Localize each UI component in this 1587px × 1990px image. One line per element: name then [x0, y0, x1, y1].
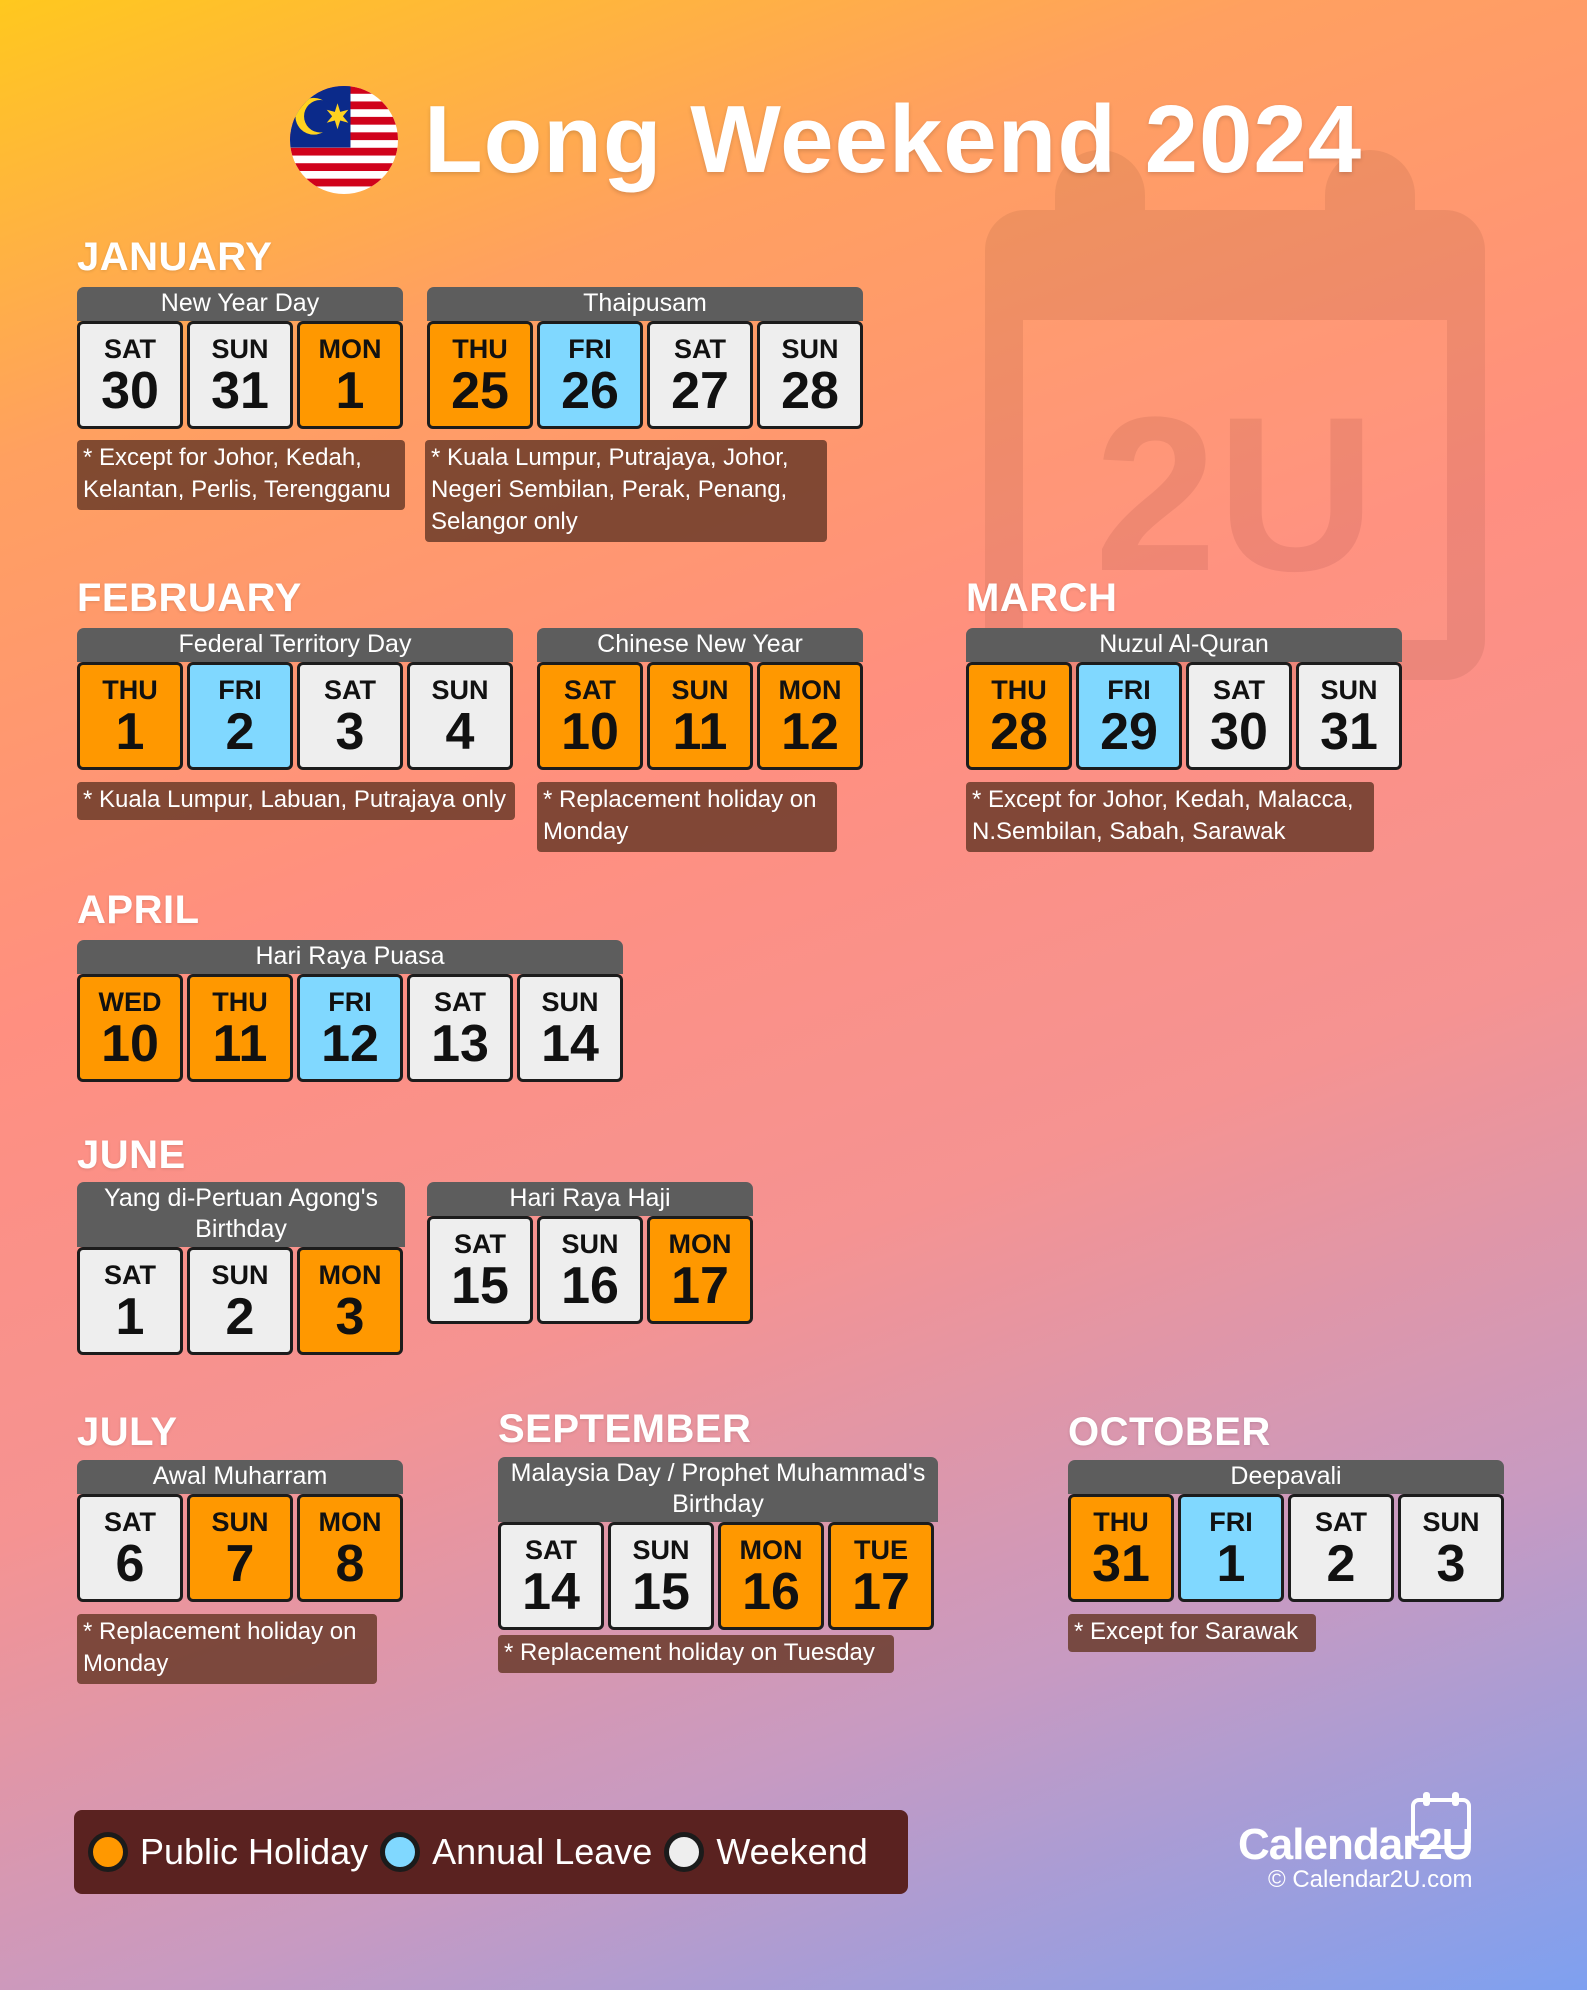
- day-of-week: THU: [452, 334, 508, 364]
- day-number: 15: [632, 1563, 690, 1621]
- holiday-name: Malaysia Day / Prophet Muhammad's Birthday: [498, 1457, 938, 1522]
- day-of-week: SAT: [525, 1535, 577, 1565]
- holiday-name: Nuzul Al-Quran: [966, 628, 1402, 662]
- legend-dot-leave: [380, 1832, 420, 1872]
- day-cell-weekend: [1288, 1494, 1394, 1602]
- day-number: 1: [115, 1288, 145, 1346]
- month-label: JULY: [77, 1410, 178, 1454]
- legend-dot-weekend: [664, 1832, 704, 1872]
- holiday-note: * Replacement holiday on Monday: [77, 1614, 377, 1684]
- holiday-name: Chinese New Year: [537, 628, 863, 662]
- day-cell-weekend: [77, 1494, 183, 1602]
- day-of-week: SAT: [564, 675, 616, 705]
- day-of-week: SAT: [324, 675, 376, 705]
- day-number: 1: [1216, 1535, 1246, 1593]
- day-cell-holiday: [966, 662, 1072, 770]
- day-of-week: SUN: [671, 675, 729, 705]
- day-row: [77, 974, 623, 1082]
- day-cell-weekend: [187, 1247, 293, 1355]
- day-of-week: FRI: [1107, 675, 1151, 705]
- day-cell-leave: [1076, 662, 1182, 770]
- holiday-name: Yang di-Pertuan Agong's Birthday: [77, 1182, 405, 1247]
- day-cell-weekend: [537, 1216, 643, 1324]
- month-label: FEBRUARY: [77, 576, 302, 620]
- day-number: 10: [561, 703, 619, 761]
- legend-label: Annual Leave: [432, 1831, 653, 1872]
- day-cell-weekend: [1186, 662, 1292, 770]
- day-cell-holiday: [647, 1216, 753, 1324]
- day-number: 28: [781, 362, 839, 420]
- day-number: 30: [101, 362, 159, 420]
- day-number: 3: [335, 1288, 365, 1346]
- page-title: Long Weekend 2024: [424, 86, 1363, 193]
- day-cell-leave: [537, 321, 643, 429]
- holiday-group-deepavali: [1068, 1460, 1504, 1602]
- holiday-note: * Except for Johor, Kedah, Kelantan, Perlis, Terengganu: [77, 440, 405, 510]
- day-number: 11: [212, 1015, 268, 1073]
- day-number: 26: [561, 362, 619, 420]
- holiday-name: Thaipusam: [427, 287, 863, 321]
- day-number: 4: [445, 703, 475, 761]
- day-row: [427, 1216, 753, 1324]
- day-number: 29: [1100, 703, 1158, 761]
- day-cell-leave: [1178, 1494, 1284, 1602]
- day-cell-leave: [297, 974, 403, 1082]
- brand-url-link[interactable]: © Calendar2U.com: [1268, 1866, 1473, 1893]
- day-cell-weekend: [427, 1216, 533, 1324]
- day-number: 31: [1092, 1535, 1150, 1593]
- day-cell-weekend: [498, 1522, 604, 1630]
- day-cell-weekend: [297, 662, 403, 770]
- day-row: [1068, 1494, 1504, 1602]
- day-of-week: THU: [212, 987, 268, 1017]
- day-cell-weekend: [407, 662, 513, 770]
- day-of-week: SAT: [1213, 675, 1265, 705]
- day-number: 12: [321, 1015, 379, 1073]
- day-cell-leave: [187, 662, 293, 770]
- day-cell-holiday: [297, 1247, 403, 1355]
- holiday-note: * Kuala Lumpur, Putrajaya, Johor, Negeri Sembilan, Perak, Penang, Selangor only: [425, 440, 827, 542]
- day-of-week: SUN: [431, 675, 489, 705]
- day-of-week: SUN: [541, 987, 599, 1017]
- holiday-name: Awal Muharram: [77, 1460, 403, 1494]
- day-of-week: SUN: [1422, 1507, 1480, 1537]
- brand-logo: [1238, 1790, 1488, 1900]
- svg-text:2U: 2U: [1094, 371, 1376, 617]
- day-of-week: FRI: [328, 987, 372, 1017]
- day-cell-weekend: [407, 974, 513, 1082]
- day-number: 17: [671, 1257, 729, 1315]
- page-header: [290, 75, 1362, 205]
- malaysia-flag-icon: [290, 86, 398, 194]
- brand-name: Calendar2U: [1238, 1820, 1473, 1869]
- day-of-week: SAT: [1315, 1507, 1367, 1537]
- day-cell-holiday: [647, 662, 753, 770]
- day-cell-holiday: [427, 321, 533, 429]
- day-cell-holiday: [77, 974, 183, 1082]
- day-cell-weekend: [77, 1247, 183, 1355]
- holiday-group-new-year: [77, 287, 403, 429]
- day-of-week: SUN: [781, 334, 839, 364]
- day-number: 14: [541, 1015, 599, 1073]
- day-number: 16: [561, 1257, 619, 1315]
- day-number: 17: [852, 1563, 910, 1621]
- day-of-week: SUN: [632, 1535, 690, 1565]
- holiday-group-hari-raya-puasa: [77, 940, 623, 1082]
- day-number: 30: [1210, 703, 1268, 761]
- day-of-week: WED: [98, 987, 162, 1017]
- day-number: 16: [742, 1563, 800, 1621]
- holiday-group-awal-muharram: [77, 1460, 403, 1602]
- day-of-week: SAT: [104, 1507, 156, 1537]
- month-label: MARCH: [966, 576, 1118, 620]
- day-number: 6: [115, 1535, 145, 1593]
- month-label: OCTOBER: [1068, 1410, 1271, 1454]
- holiday-name: Hari Raya Puasa: [77, 940, 623, 974]
- day-of-week: SUN: [211, 334, 269, 364]
- day-number: 11: [672, 703, 728, 761]
- day-row: [966, 662, 1402, 770]
- day-cell-weekend: [757, 321, 863, 429]
- day-cell-holiday: [1068, 1494, 1174, 1602]
- holiday-note: * Except for Sarawak: [1068, 1614, 1316, 1652]
- day-of-week: MON: [739, 1535, 803, 1565]
- day-number: 2: [1326, 1535, 1356, 1593]
- day-row: [77, 662, 513, 770]
- day-of-week: FRI: [218, 675, 262, 705]
- day-number: 28: [990, 703, 1048, 761]
- day-of-week: MON: [318, 1507, 382, 1537]
- day-number: 2: [225, 703, 255, 761]
- holiday-name: Deepavali: [1068, 1460, 1504, 1494]
- day-of-week: SAT: [434, 987, 486, 1017]
- day-of-week: MON: [778, 675, 842, 705]
- day-number: 27: [671, 362, 729, 420]
- day-of-week: THU: [1093, 1507, 1149, 1537]
- day-cell-weekend: [77, 321, 183, 429]
- day-row: [77, 1247, 405, 1355]
- day-of-week: SUN: [561, 1229, 619, 1259]
- day-row: [537, 662, 863, 770]
- day-number: 2: [225, 1288, 255, 1346]
- day-of-week: FRI: [568, 334, 612, 364]
- day-row: [77, 1494, 403, 1602]
- day-of-week: FRI: [1209, 1507, 1253, 1537]
- legend-dot-holiday: [88, 1832, 128, 1872]
- holiday-note: * Replacement holiday on Tuesday: [498, 1635, 894, 1673]
- holiday-note: * Kuala Lumpur, Labuan, Putrajaya only: [77, 782, 515, 820]
- day-of-week: SAT: [104, 1260, 156, 1290]
- day-of-week: SUN: [211, 1507, 269, 1537]
- day-of-week: MON: [318, 1260, 382, 1290]
- day-of-week: SUN: [211, 1260, 269, 1290]
- day-cell-weekend: [517, 974, 623, 1082]
- day-of-week: MON: [668, 1229, 732, 1259]
- day-cell-holiday: [187, 974, 293, 1082]
- day-number: 31: [1320, 703, 1378, 761]
- day-cell-holiday: [718, 1522, 824, 1630]
- day-of-week: SAT: [454, 1229, 506, 1259]
- day-number: 13: [431, 1015, 489, 1073]
- day-number: 14: [522, 1563, 580, 1621]
- day-of-week: MON: [318, 334, 382, 364]
- holiday-name: Hari Raya Haji: [427, 1182, 753, 1216]
- day-of-week: THU: [102, 675, 158, 705]
- day-of-week: THU: [991, 675, 1047, 705]
- day-cell-holiday: [537, 662, 643, 770]
- day-row: [498, 1522, 938, 1630]
- day-of-week: SUN: [1320, 675, 1378, 705]
- holiday-group-malaysia-day: [498, 1457, 938, 1630]
- day-cell-holiday: [297, 1494, 403, 1602]
- day-of-week: SAT: [674, 334, 726, 364]
- day-cell-weekend: [1296, 662, 1402, 770]
- holiday-note: * Except for Johor, Kedah, Malacca, N.Sembilan, Sabah, Sarawak: [966, 782, 1374, 852]
- holiday-group-thaipusam: [427, 287, 863, 429]
- month-label: JANUARY: [77, 235, 273, 279]
- day-number: 3: [1436, 1535, 1466, 1593]
- day-cell-weekend: [647, 321, 753, 429]
- day-cell-weekend: [608, 1522, 714, 1630]
- day-number: 15: [451, 1257, 509, 1315]
- day-number: 1: [115, 703, 145, 761]
- holiday-group-hari-raya-haji: [427, 1182, 753, 1324]
- day-number: 31: [211, 362, 269, 420]
- legend-label: Public Holiday: [140, 1831, 369, 1872]
- day-cell-weekend: [187, 321, 293, 429]
- holiday-group-nuzul-al-quran: [966, 628, 1402, 770]
- day-number: 25: [451, 362, 509, 420]
- day-cell-holiday: [77, 662, 183, 770]
- month-label: SEPTEMBER: [498, 1407, 752, 1451]
- day-of-week: TUE: [854, 1535, 908, 1565]
- day-cell-holiday: [828, 1522, 934, 1630]
- day-number: 7: [225, 1535, 255, 1593]
- day-row: [427, 321, 863, 429]
- day-number: 12: [781, 703, 839, 761]
- day-cell-holiday: [187, 1494, 293, 1602]
- holiday-group-chinese-new-year: [537, 628, 863, 770]
- legend-label: Weekend: [716, 1831, 868, 1872]
- day-of-week: SAT: [104, 334, 156, 364]
- day-number: 10: [101, 1015, 159, 1073]
- legend: [74, 1810, 908, 1894]
- holiday-group-federal-territory-day: [77, 628, 513, 770]
- day-number: 3: [335, 703, 365, 761]
- day-row: [77, 321, 403, 429]
- holiday-name: Federal Territory Day: [77, 628, 513, 662]
- holiday-name: New Year Day: [77, 287, 403, 321]
- month-label: APRIL: [77, 888, 200, 932]
- holiday-group-agong-birthday: [77, 1182, 405, 1355]
- day-cell-holiday: [757, 662, 863, 770]
- day-cell-weekend: [1398, 1494, 1504, 1602]
- holiday-note: * Replacement holiday on Monday: [537, 782, 837, 852]
- day-number: 8: [335, 1535, 365, 1593]
- month-label: JUNE: [77, 1133, 186, 1177]
- day-number: 1: [335, 362, 365, 420]
- day-cell-holiday: [297, 321, 403, 429]
